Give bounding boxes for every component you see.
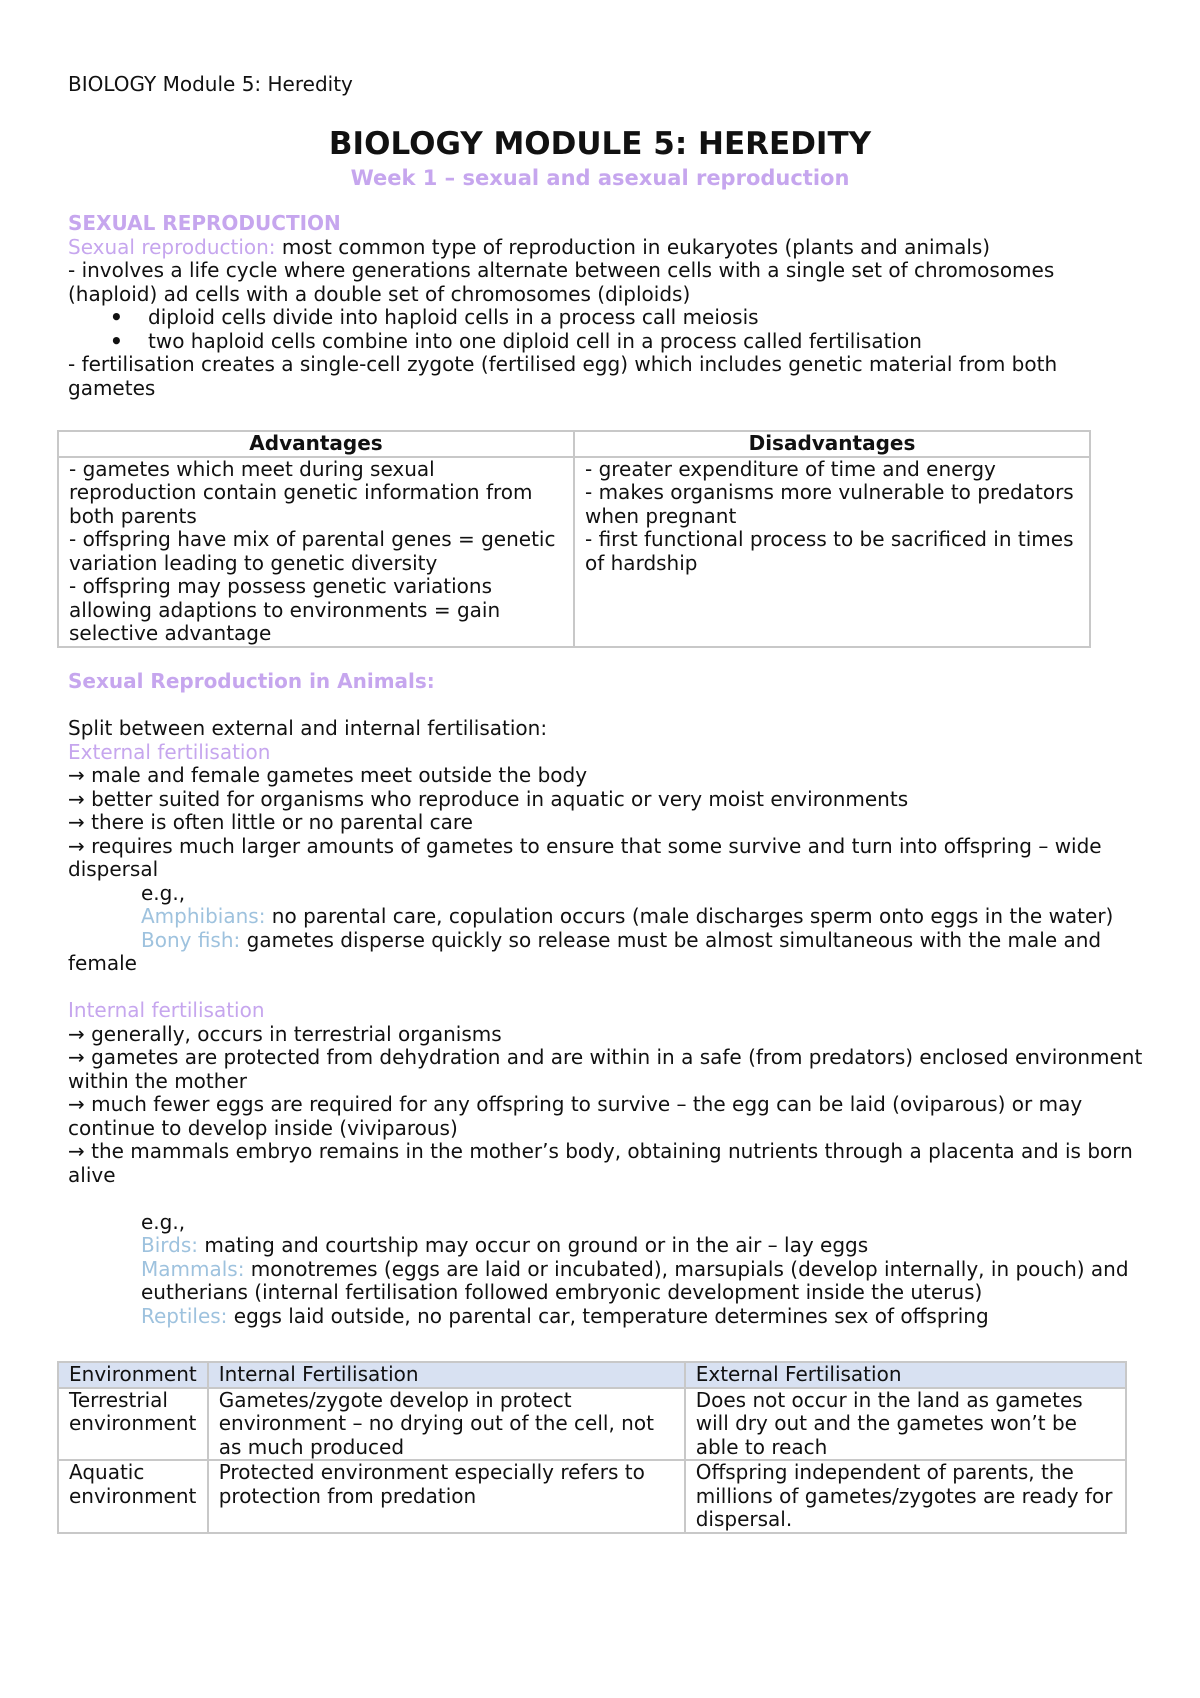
disadvantages-cell: [574, 457, 1090, 647]
example-text: gametes disperse quickly so release must be almost simultaneous with the male and female: [68, 927, 1102, 975]
spacer: [68, 1187, 1143, 1211]
point: → much fewer eggs are required for any offspring to survive – the egg can be laid (oviparous) or may continue to develop inside (viviparous): [68, 1092, 1083, 1140]
example-term: Birds:: [141, 1233, 199, 1257]
table-cell: Protected environment especially refers to protection from predation: [208, 1460, 685, 1533]
example-item: [68, 1234, 1143, 1258]
table-header-environment: Environment: [58, 1362, 208, 1388]
point: → better suited for organisms who reproduce in aquatic or very moist environments: [68, 786, 909, 811]
table-cell: Terrestrial environment: [58, 1388, 208, 1461]
example-term: Amphibians:: [141, 904, 266, 928]
spacer: [68, 976, 1143, 1000]
point: → requires much larger amounts of gametes to ensure that some survive and turn into offspring – wide dispersal: [68, 833, 1102, 881]
advantages-cell: [58, 457, 574, 647]
disadvantage-item: - greater expenditure of time and energy: [585, 456, 996, 481]
paragraph: [68, 236, 1138, 260]
example-item: [68, 1258, 1143, 1305]
term-text: most common type of reproduction in eukaryotes (plants and animals): [275, 234, 991, 259]
term-label: Sexual reproduction:: [68, 234, 276, 259]
bullet-item: • two haploid cells combine into one diploid cell in a process called fertilisation: [106, 330, 1138, 354]
point: → generally, occurs in terrestrial organisms: [68, 1021, 502, 1046]
table-header-advantages: Advantages: [58, 431, 574, 457]
document-title: BIOLOGY MODULE 5: HEREDITY: [328, 126, 872, 162]
paragraph: - fertilisation creates a single-cell zygote (fertilised egg) which includes genetic material from both gametes: [68, 352, 1058, 400]
section-animals: [68, 670, 1143, 1328]
table-header-internal: Internal Fertilisation: [208, 1362, 685, 1388]
example-item: [68, 929, 1143, 976]
table-row: [58, 1388, 1126, 1461]
example-label: e.g.,: [141, 880, 186, 905]
advantage-item: - offspring may possess genetic variations allowing adaptions to environments = gain selective advantage: [69, 574, 501, 645]
point: → the mammals embryo remains in the mother’s body, obtaining nutrients through a placenta and is born alive: [68, 1139, 1133, 1187]
bullet-item: • diploid cells divide into haploid cells in a process call meiosis: [106, 306, 1138, 330]
fertilisation-table: [57, 1361, 1127, 1534]
example-label: e.g.,: [141, 1209, 186, 1234]
subheading-external: External fertilisation: [68, 739, 271, 764]
page-header: BIOLOGY Module 5: Heredity: [68, 72, 353, 96]
table-cell: Does not occur in the land as gametes will dry out and the gametes won’t be able to reach: [685, 1388, 1126, 1461]
section-sexual-reproduction: [68, 212, 1138, 400]
disadvantage-item: - makes organisms more vulnerable to predators when pregnant: [585, 480, 1074, 528]
advantage-item: - gametes which meet during sexual reproduction contain genetic information from both parents: [69, 456, 533, 528]
disadvantage-item: - first functional process to be sacrificed in times of hardship: [585, 527, 1074, 575]
example-text: mating and courtship may occur on ground or in the air – lay eggs: [198, 1233, 869, 1257]
example-item: [68, 905, 1143, 929]
table-row: [58, 1460, 1126, 1533]
section-heading: SEXUAL REPRODUCTION: [68, 211, 341, 235]
example-term: Mammals:: [141, 1256, 245, 1281]
advantage-item: - offspring have mix of parental genes = genetic variation leading to genetic diversity: [69, 527, 556, 575]
example-item: [68, 1305, 1143, 1329]
document-subtitle: Week 1 – sexual and asexual reproduction: [350, 166, 850, 190]
point: → gametes are protected from dehydration and are within in a safe (from predators) enclosed environment within the mother: [68, 1045, 1143, 1093]
spacer: [68, 694, 1143, 718]
example-text: monotremes (eggs are laid or incubated), marsupials (develop internally, in pouch) and eutherians (internal fertilisation followed embryonic development inside the uterus): [141, 1256, 1129, 1304]
example-term: Reptiles:: [141, 1303, 228, 1328]
section-heading: Sexual Reproduction in Animals:: [68, 669, 435, 693]
paragraph: Split between external and internal fertilisation:: [68, 716, 548, 740]
table-header-external: External Fertilisation: [685, 1362, 1126, 1388]
bullet-list: [68, 306, 1138, 353]
table-cell: Aquatic environment: [58, 1460, 208, 1533]
point: → there is often little or no parental care: [68, 810, 473, 834]
table-header-disadvantages: Disadvantages: [574, 431, 1090, 457]
example-text: eggs laid outside, no parental car, temperature determines sex of offspring: [227, 1303, 989, 1328]
subheading-internal: Internal fertilisation: [68, 998, 265, 1022]
advantages-table: [57, 430, 1091, 648]
example-term: Bony fish:: [141, 927, 241, 952]
table-cell: Gametes/zygote develop in protect environment – no drying out of the cell, not as much produced: [208, 1388, 685, 1461]
table-cell: Offspring independent of parents, the millions of gametes/zygotes are ready for dispersal.: [685, 1460, 1126, 1533]
point: → male and female gametes meet outside the body: [68, 763, 588, 787]
paragraph: - involves a life cycle where generations alternate between cells with a single set of chromosomes (haploid) ad cells with a double set of chromosomes (diploids): [68, 258, 1055, 306]
example-text: no parental care, copulation occurs (male discharges sperm onto eggs in the water): [265, 904, 1114, 928]
